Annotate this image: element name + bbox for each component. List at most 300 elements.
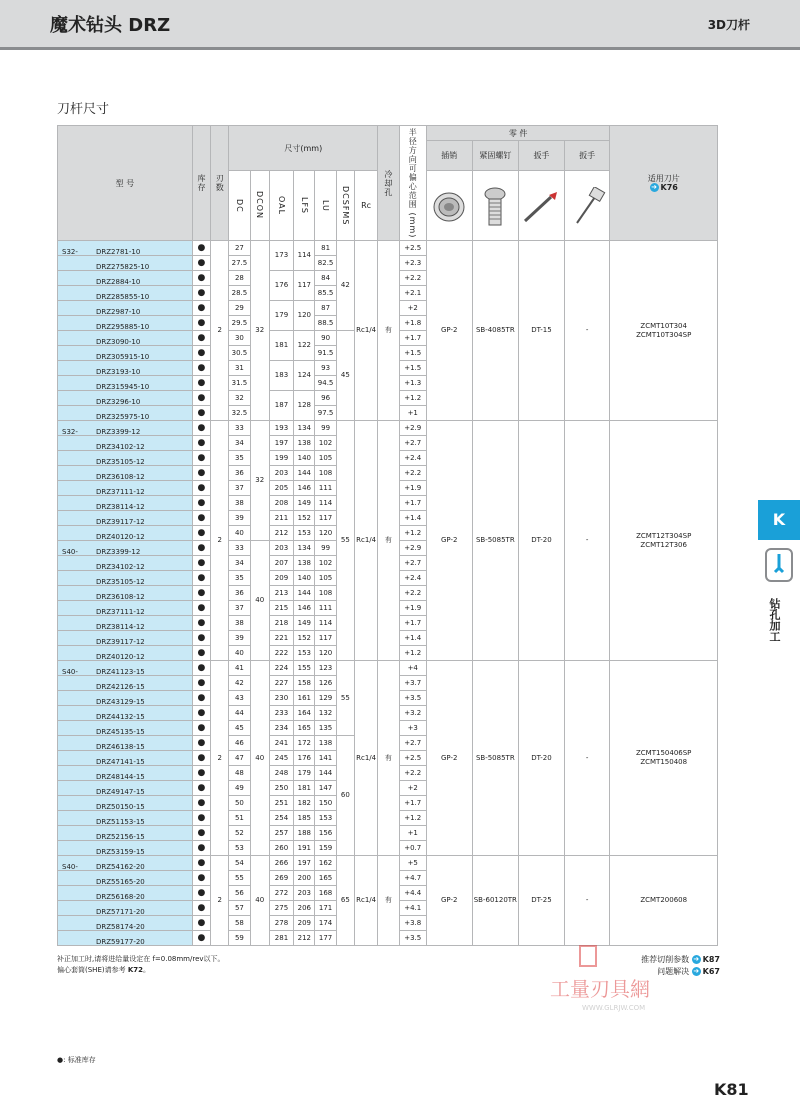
lfs-cell: 155 <box>294 661 315 676</box>
oal-cell: 213 <box>269 586 293 601</box>
troubleshooting-ref[interactable] <box>657 966 720 977</box>
offset-cell: +2.7 <box>399 556 426 571</box>
lfs-cell: 152 <box>294 511 315 526</box>
dc-cell: 40 <box>229 526 250 541</box>
arrow-right-icon: ➜ <box>651 183 657 191</box>
insert-cell <box>610 856 718 946</box>
flutes-cell: 2 <box>211 241 229 421</box>
model-code: DRZ36108-12 <box>96 473 145 481</box>
lu-cell: 135 <box>315 721 336 736</box>
pin-cell: GP-2 <box>426 421 472 661</box>
stock-dot: ● <box>192 316 210 331</box>
offset-cell: +3.5 <box>399 931 426 946</box>
lu-cell: 123 <box>315 661 336 676</box>
dc-cell: 28.5 <box>229 286 250 301</box>
lfs-cell: 140 <box>294 451 315 466</box>
shank-label: S32- <box>62 248 78 256</box>
model-code: DRZ35105-12 <box>96 458 145 466</box>
model-code: DRZ50150-15 <box>96 803 145 811</box>
lfs-cell: 146 <box>294 481 315 496</box>
table-row <box>58 241 718 256</box>
model-code: DRZ3296-10 <box>96 398 141 406</box>
model-cell <box>58 271 193 286</box>
model-code: DRZ59177-20 <box>96 938 145 946</box>
offset-cell: +1 <box>399 406 426 421</box>
col-wrench1-header: 扳手 <box>519 141 565 171</box>
stock-dot: ● <box>192 691 210 706</box>
model-code: DRZ315945-10 <box>96 383 150 391</box>
oal-cell: 208 <box>269 496 293 511</box>
lfs-cell: 149 <box>294 496 315 511</box>
oal-cell: 222 <box>269 646 293 661</box>
lfs-cell: 203 <box>294 886 315 901</box>
lu-cell: 105 <box>315 571 336 586</box>
model-code: DRZ42126-15 <box>96 683 145 691</box>
oal-cell: 250 <box>269 781 293 796</box>
model-code: DRZ55165-20 <box>96 878 145 886</box>
lfs-cell: 153 <box>294 646 315 661</box>
dc-cell: 38 <box>229 616 250 631</box>
note-sleeve-end: 。 <box>143 966 150 974</box>
screw-cell: SB-4085TR <box>472 241 519 421</box>
lu-cell: 153 <box>315 811 336 826</box>
screw-cell: SB-5085TR <box>472 661 519 856</box>
stock-dot: ● <box>192 331 210 346</box>
ref1-label: 推荐切削参数 <box>641 955 690 964</box>
model-cell <box>58 706 193 721</box>
model-code: DRZ3399-12 <box>96 428 141 436</box>
model-code: DRZ47141-15 <box>96 758 145 766</box>
offset-cell: +5 <box>399 856 426 871</box>
insert-header-label: 适用刀片 <box>647 174 680 183</box>
model-code: DRZ45135-15 <box>96 728 145 736</box>
oal-cell: 227 <box>269 676 293 691</box>
model-cell <box>58 736 193 751</box>
model-code: DRZ295885-10 <box>96 323 150 331</box>
oal-cell: 241 <box>269 736 293 751</box>
offset-cell: +1.8 <box>399 316 426 331</box>
lfs-cell: 117 <box>294 271 315 301</box>
watermark-url: WWW.GLRJW.COM <box>582 1004 646 1012</box>
offset-cell: +4.4 <box>399 886 426 901</box>
lfs-cell: 206 <box>294 901 315 916</box>
stock-dot: ● <box>192 646 210 661</box>
stock-dot: ● <box>192 841 210 856</box>
offset-cell: +2.7 <box>399 736 426 751</box>
spec-table-body <box>58 241 718 946</box>
oal-cell: 183 <box>269 361 293 391</box>
coolant-cell: 有 <box>378 856 399 946</box>
oal-cell: 179 <box>269 301 293 331</box>
offset-cell: +2.2 <box>399 466 426 481</box>
ref1-page: K87 <box>702 955 720 964</box>
dcsfms-cell: 55 <box>336 661 354 736</box>
lu-cell: 93 <box>315 361 336 376</box>
dcsfms-cell: 42 <box>336 241 354 331</box>
oal-cell: 281 <box>269 931 293 946</box>
lu-cell: 91.5 <box>315 346 336 361</box>
note-sleeve-text: 偏心套筒(SHE)请参考 <box>57 966 128 974</box>
lu-cell: 132 <box>315 706 336 721</box>
lfs-cell: 164 <box>294 706 315 721</box>
model-cell <box>58 331 193 346</box>
dc-cell: 28 <box>229 271 250 286</box>
lu-cell: 162 <box>315 856 336 871</box>
model-cell <box>58 766 193 781</box>
stock-dot: ● <box>192 871 210 886</box>
model-cell <box>58 871 193 886</box>
offset-cell: +2.5 <box>399 751 426 766</box>
model-cell <box>58 901 193 916</box>
lu-cell: 96 <box>315 391 336 406</box>
insert-code: ZCMT150406SP <box>636 749 692 757</box>
stock-dot: ● <box>192 301 210 316</box>
lu-cell: 156 <box>315 826 336 841</box>
model-code: DRZ54162-20 <box>96 863 145 871</box>
oal-cell: 251 <box>269 796 293 811</box>
lu-cell: 159 <box>315 841 336 856</box>
oal-cell: 230 <box>269 691 293 706</box>
model-code: DRZ43129-15 <box>96 698 145 706</box>
oal-cell: 187 <box>269 391 293 421</box>
offset-cell: +1.9 <box>399 601 426 616</box>
dc-cell: 53 <box>229 841 250 856</box>
lfs-cell: 209 <box>294 916 315 931</box>
model-code: DRZ2987-10 <box>96 308 141 316</box>
lfs-cell: 122 <box>294 331 315 361</box>
lu-cell: 82.5 <box>315 256 336 271</box>
lfs-cell: 182 <box>294 796 315 811</box>
rc-cell: Rc1/4 <box>354 241 377 421</box>
section-tab-k[interactable]: K <box>758 500 800 540</box>
offset-cell: +4.7 <box>399 871 426 886</box>
model-code: DRZ49147-15 <box>96 788 145 796</box>
stock-dot: ● <box>192 616 210 631</box>
offset-cell: +1.5 <box>399 346 426 361</box>
model-cell <box>58 256 193 271</box>
lfs-cell: 172 <box>294 736 315 751</box>
lu-cell: 94.5 <box>315 376 336 391</box>
dc-cell: 56 <box>229 886 250 901</box>
model-cell <box>58 241 193 256</box>
lu-cell: 117 <box>315 631 336 646</box>
col-stock-header: 库存 <box>192 126 210 241</box>
dcon-cell: 40 <box>250 856 269 946</box>
insert-ref-link[interactable] <box>650 183 678 192</box>
offset-cell: +1.7 <box>399 796 426 811</box>
model-cell <box>58 631 193 646</box>
wrench2-cell: - <box>564 241 610 421</box>
offset-cell: +3.7 <box>399 676 426 691</box>
lu-cell: 81 <box>315 241 336 256</box>
offset-cell: +1.5 <box>399 361 426 376</box>
screw-cell: SB-5085TR <box>472 421 519 661</box>
stock-dot: ● <box>192 406 210 421</box>
model-code: DRZ40120-12 <box>96 653 145 661</box>
drill-icon <box>758 546 800 584</box>
offset-cell: +2.9 <box>399 541 426 556</box>
dc-cell: 33 <box>229 421 250 436</box>
note-sleeve <box>57 965 150 975</box>
stock-dot: ● <box>192 661 210 676</box>
ref2-label: 问题解决 <box>657 967 690 976</box>
lu-cell: 147 <box>315 781 336 796</box>
stock-dot: ● <box>192 586 210 601</box>
note-sleeve-ref[interactable]: K72 <box>127 966 143 974</box>
stock-dot: ● <box>192 421 210 436</box>
col-flutes-header: 刃数 <box>211 126 229 241</box>
col-pin-header: 插销 <box>426 141 472 171</box>
model-code: DRZ58174-20 <box>96 923 145 931</box>
model-cell <box>58 406 193 421</box>
model-cell <box>58 301 193 316</box>
dc-cell: 40 <box>229 646 250 661</box>
lu-cell: 114 <box>315 496 336 511</box>
oal-cell: 278 <box>269 916 293 931</box>
lu-cell: 99 <box>315 421 336 436</box>
dc-cell: 58 <box>229 916 250 931</box>
oal-cell: 257 <box>269 826 293 841</box>
screw-cell: SB-60120TR <box>472 856 519 946</box>
model-cell <box>58 481 193 496</box>
dc-cell: 59 <box>229 931 250 946</box>
dcsfms-cell: 55 <box>336 421 354 661</box>
stock-dot: ● <box>192 241 210 256</box>
lfs-cell: 200 <box>294 871 315 886</box>
stock-dot: ● <box>192 721 210 736</box>
model-cell <box>58 436 193 451</box>
col-offset-header: 半径方向可偏心范围 (mm) <box>399 126 426 241</box>
oal-cell: 211 <box>269 511 293 526</box>
stock-dot: ● <box>192 346 210 361</box>
dcon-cell: 32 <box>250 421 269 541</box>
lfs-cell: 161 <box>294 691 315 706</box>
page-title: 魔术钻头 DRZ <box>50 15 171 36</box>
screw-icon <box>472 171 519 241</box>
dc-cell: 42 <box>229 676 250 691</box>
model-code: DRZ3193-10 <box>96 368 141 376</box>
stock-dot: ● <box>192 556 210 571</box>
wrench2-cell: - <box>564 856 610 946</box>
stock-dot: ● <box>192 676 210 691</box>
stock-dot: ● <box>192 526 210 541</box>
dcsfms-cell: 45 <box>336 331 354 421</box>
stock-dot: ● <box>192 286 210 301</box>
col-parts-header: 零 件 <box>426 126 610 141</box>
top-header-bar <box>0 0 800 50</box>
stock-dot: ● <box>192 826 210 841</box>
offset-cell: +1.4 <box>399 631 426 646</box>
oal-cell: 181 <box>269 331 293 361</box>
wrench1-cell: DT-20 <box>519 421 565 661</box>
dc-cell: 55 <box>229 871 250 886</box>
lu-cell: 165 <box>315 871 336 886</box>
stock-dot: ● <box>192 931 210 946</box>
dc-cell: 43 <box>229 691 250 706</box>
arrow-right-icon: ➜ <box>693 967 700 975</box>
lfs-cell: 197 <box>294 856 315 871</box>
oal-cell: 197 <box>269 436 293 451</box>
oal-cell: 203 <box>269 541 293 556</box>
lfs-cell: 146 <box>294 601 315 616</box>
offset-cell: +2.2 <box>399 271 426 286</box>
model-code: DRZ3090-10 <box>96 338 141 346</box>
dc-cell: 44 <box>229 706 250 721</box>
dc-cell: 48 <box>229 766 250 781</box>
lu-cell: 117 <box>315 511 336 526</box>
dc-cell: 46 <box>229 736 250 751</box>
model-code: DRZ56168-20 <box>96 893 145 901</box>
insert-code: ZCMT200608 <box>640 896 688 904</box>
lfs-cell: 188 <box>294 826 315 841</box>
model-cell <box>58 841 193 856</box>
lu-cell: 114 <box>315 616 336 631</box>
stock-dot: ● <box>192 541 210 556</box>
col-lfs-header: LFS <box>294 171 315 241</box>
oal-cell: 234 <box>269 721 293 736</box>
model-code: DRZ44132-15 <box>96 713 145 721</box>
offset-cell: +1.2 <box>399 391 426 406</box>
dc-cell: 29 <box>229 301 250 316</box>
stock-dot: ● <box>192 571 210 586</box>
col-oal-header: OAL <box>269 171 293 241</box>
lu-cell: 126 <box>315 676 336 691</box>
lfs-cell: 140 <box>294 571 315 586</box>
t-wrench-icon <box>564 171 610 241</box>
lu-cell: 90 <box>315 331 336 346</box>
offset-cell: +2.4 <box>399 451 426 466</box>
col-wrench2-header: 扳手 <box>564 141 610 171</box>
oal-cell: 203 <box>269 466 293 481</box>
model-code: DRZ48144-15 <box>96 773 145 781</box>
dc-cell: 41 <box>229 661 250 676</box>
dcon-cell: 40 <box>250 661 269 856</box>
model-cell <box>58 451 193 466</box>
cutting-params-ref[interactable] <box>641 954 720 965</box>
stock-dot: ● <box>192 886 210 901</box>
offset-cell: +3.2 <box>399 706 426 721</box>
dc-cell: 51 <box>229 811 250 826</box>
model-code: DRZ275825-10 <box>96 263 150 271</box>
model-cell <box>58 466 193 481</box>
offset-cell: +0.7 <box>399 841 426 856</box>
stock-dot: ● <box>192 256 210 271</box>
model-cell <box>58 661 193 676</box>
watermark-name: 工量刃具網 <box>550 977 650 1001</box>
wrench2-cell: - <box>564 661 610 856</box>
stock-dot: ● <box>192 631 210 646</box>
dc-cell: 36 <box>229 586 250 601</box>
stock-dot: ● <box>192 811 210 826</box>
oal-cell: 207 <box>269 556 293 571</box>
model-cell <box>58 916 193 931</box>
stock-dot: ● <box>192 466 210 481</box>
insert-cell <box>610 241 718 421</box>
lu-cell: 111 <box>315 481 336 496</box>
lu-cell: 88.5 <box>315 316 336 331</box>
table-row <box>58 661 718 676</box>
offset-cell: +2.2 <box>399 766 426 781</box>
side-section-label: 钻孔加工 <box>768 598 781 642</box>
stock-dot: ● <box>192 751 210 766</box>
dc-cell: 38 <box>229 496 250 511</box>
offset-cell: +2.4 <box>399 571 426 586</box>
lu-cell: 111 <box>315 601 336 616</box>
dc-cell: 45 <box>229 721 250 736</box>
oal-cell: 215 <box>269 601 293 616</box>
lu-cell: 99 <box>315 541 336 556</box>
model-cell <box>58 601 193 616</box>
stock-dot: ● <box>192 511 210 526</box>
lu-cell: 102 <box>315 436 336 451</box>
lu-cell: 138 <box>315 736 336 751</box>
oal-cell: 245 <box>269 751 293 766</box>
model-code: DRZ53159-15 <box>96 848 145 856</box>
pin-cell: GP-2 <box>426 661 472 856</box>
dc-cell: 30 <box>229 331 250 346</box>
lfs-cell: 152 <box>294 631 315 646</box>
stock-dot: ● <box>192 736 210 751</box>
pin-cell: GP-2 <box>426 856 472 946</box>
insert-ref-page: K76 <box>660 183 678 192</box>
model-cell <box>58 856 193 871</box>
oal-cell: 254 <box>269 811 293 826</box>
lu-cell: 177 <box>315 931 336 946</box>
shank-label: S32- <box>62 428 78 436</box>
lfs-cell: 134 <box>294 541 315 556</box>
insert-cell <box>610 421 718 661</box>
lu-cell: 168 <box>315 886 336 901</box>
col-lu-header: LU <box>315 171 336 241</box>
offset-cell: +1.9 <box>399 481 426 496</box>
stock-dot: ● <box>192 361 210 376</box>
oal-cell: 221 <box>269 631 293 646</box>
table-row <box>58 421 718 436</box>
model-cell <box>58 586 193 601</box>
lu-cell: 87 <box>315 301 336 316</box>
stock-dot: ● <box>192 496 210 511</box>
rc-cell: Rc1/4 <box>354 661 377 856</box>
page-number: K81 <box>714 1080 749 1099</box>
oal-cell: 266 <box>269 856 293 871</box>
lfs-cell: 114 <box>294 241 315 271</box>
dc-cell: 54 <box>229 856 250 871</box>
col-model-header: 型 号 <box>58 126 193 241</box>
stock-dot: ● <box>192 391 210 406</box>
coolant-cell: 有 <box>378 661 399 856</box>
lu-cell: 150 <box>315 796 336 811</box>
dc-cell: 31.5 <box>229 376 250 391</box>
rc-cell: Rc1/4 <box>354 856 377 946</box>
shank-label: S40- <box>62 548 78 556</box>
lu-cell: 144 <box>315 766 336 781</box>
offset-cell: +1.3 <box>399 376 426 391</box>
dcsfms-cell: 60 <box>336 736 354 856</box>
lfs-cell: 176 <box>294 751 315 766</box>
lu-cell: 105 <box>315 451 336 466</box>
model-code: DRZ38114-12 <box>96 503 145 511</box>
oal-cell: 176 <box>269 271 293 301</box>
model-code: DRZ2884-10 <box>96 278 141 286</box>
offset-cell: +1 <box>399 826 426 841</box>
stock-dot: ● <box>192 601 210 616</box>
dc-cell: 37 <box>229 601 250 616</box>
dc-cell: 52 <box>229 826 250 841</box>
shank-label: S40- <box>62 668 78 676</box>
model-code: DRZ325975-10 <box>96 413 150 421</box>
insert-code: ZCMT12T306 <box>640 540 687 549</box>
dc-cell: 35 <box>229 571 250 586</box>
